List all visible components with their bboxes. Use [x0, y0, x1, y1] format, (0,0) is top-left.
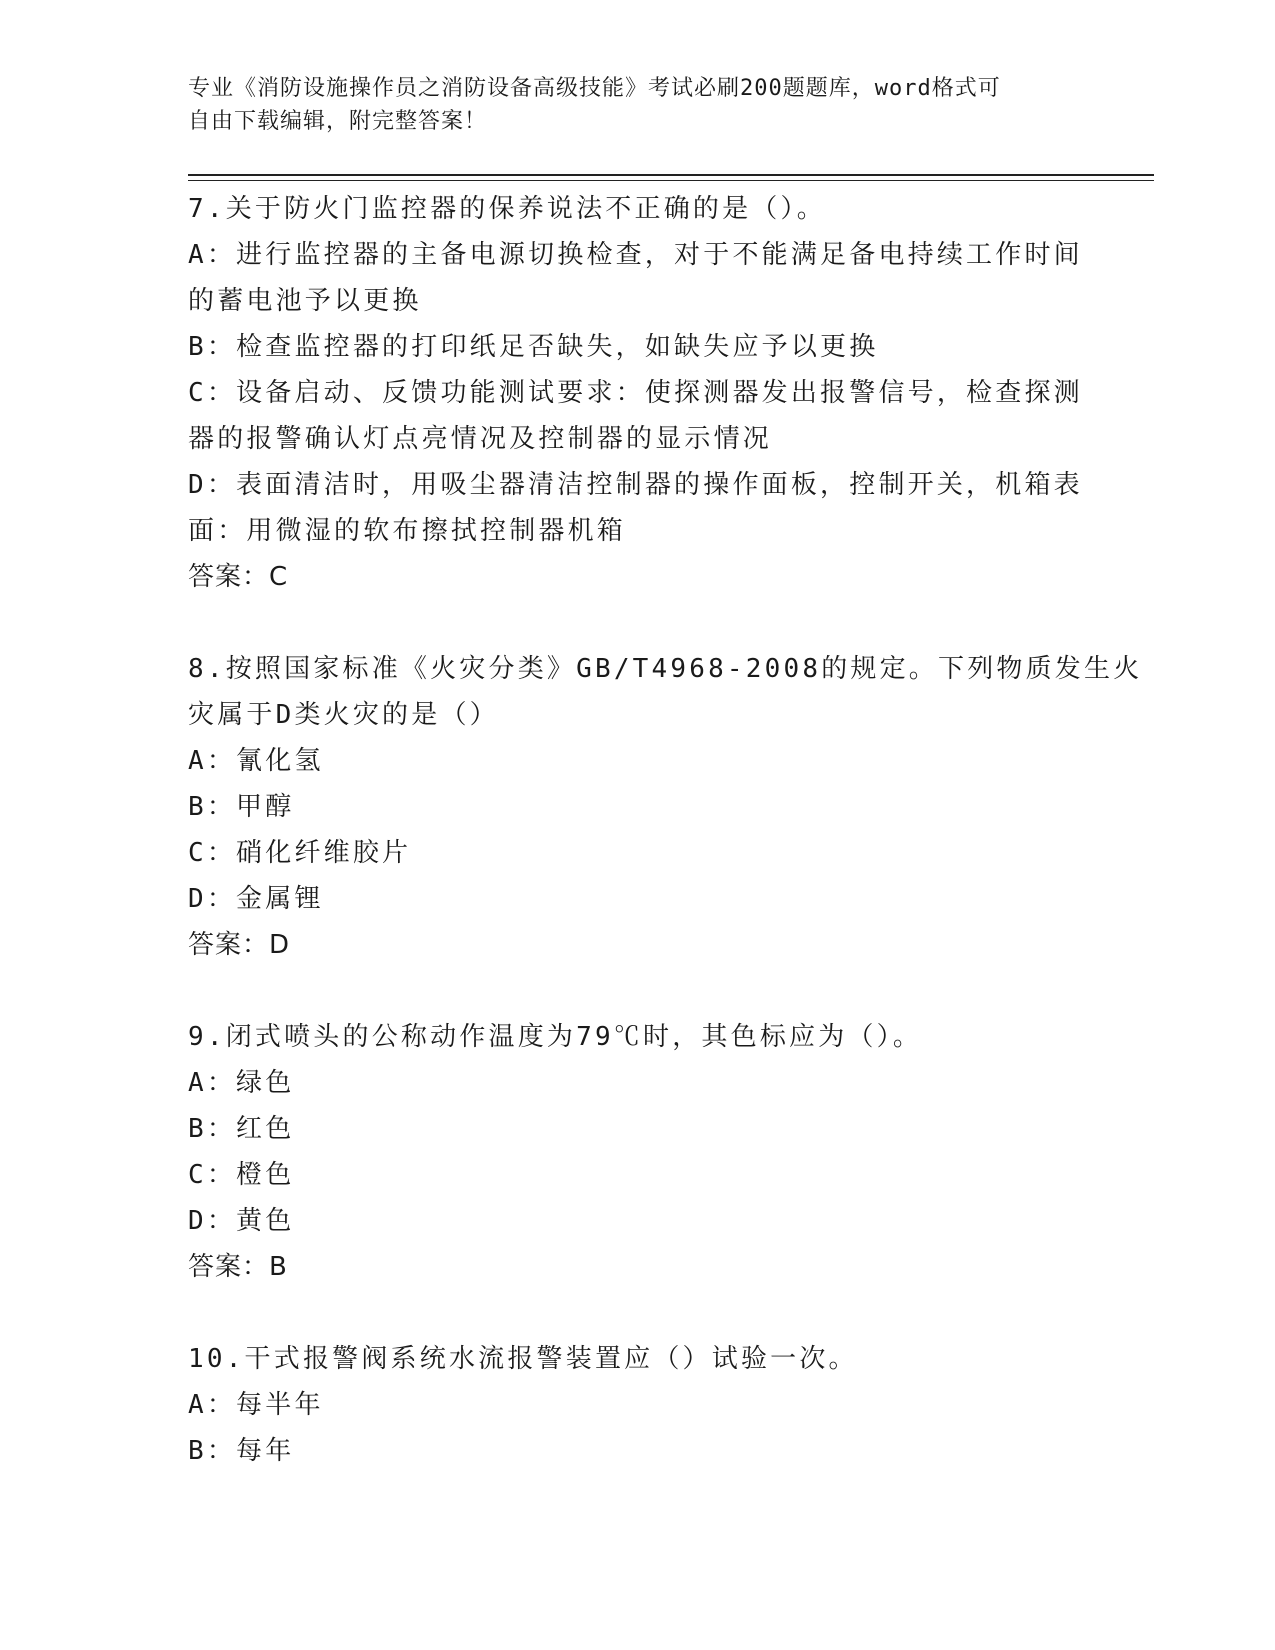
option-a: A：进行监控器的主备电源切换检查，对于不能满足备电持续工作时间: [188, 240, 1083, 270]
question-stem: 7.关于防火门监控器的保养说法不正确的是（）。: [188, 194, 826, 224]
option-d: D：金属锂: [188, 884, 324, 914]
header-divider-thin: [188, 180, 1154, 181]
option-a: A：绿色: [188, 1068, 295, 1098]
option-c-continued: 器的报警确认灯点亮情况及控制器的显示情况: [188, 424, 773, 454]
question-stem: 8.按照国家标准《火灾分类》GB/T4968-2008的规定。下列物质发生火: [188, 654, 1143, 684]
question-9: [188, 1014, 1088, 1290]
option-a: A：每半年: [188, 1390, 324, 1420]
question-list: [188, 186, 1143, 1474]
option-d: D：表面清洁时，用吸尘器清洁控制器的操作面板，控制开关，机箱表: [188, 470, 1083, 500]
option-d: D：黄色: [188, 1206, 295, 1236]
option-a-continued: 的蓄电池予以更换: [188, 286, 422, 316]
option-c: C：硝化纤维胶片: [188, 838, 412, 868]
question-stem-continued: 灾属于D类火灾的是（）: [188, 700, 499, 730]
option-c: C：橙色: [188, 1160, 295, 1190]
header-line: 自由下载编辑，附完整答案！: [188, 109, 488, 134]
answer-label: 答案：B: [188, 1252, 288, 1282]
question-8: [188, 646, 1143, 968]
question-stem: 10.干式报警阀系统水流报警装置应（）试验一次。: [188, 1344, 858, 1374]
question-stem: 9.闭式喷头的公称动作温度为79℃时，其色标应为（）。: [188, 1022, 923, 1052]
option-c: C：设备启动、反馈功能测试要求：使探测器发出报警信号，检查探测: [188, 378, 1083, 408]
answer-label: 答案：D: [188, 930, 291, 960]
header-divider: [188, 174, 1154, 176]
option-b: B：每年: [188, 1436, 295, 1466]
option-b: B：甲醇: [188, 792, 295, 822]
option-a: A：氰化氢: [188, 746, 324, 776]
option-d-continued: 面：用微湿的软布擦拭控制器机箱: [188, 516, 627, 546]
option-b: B：检查监控器的打印纸足否缺失，如缺失应予以更换: [188, 332, 879, 362]
document-header: [188, 72, 1088, 138]
answer-label: 答案：C: [188, 562, 289, 592]
question-7: [188, 186, 1088, 600]
header-line: 专业《消防设施操作员之消防设备高级技能》考试必刷200题题库，word格式可: [188, 76, 1001, 101]
option-b: B：红色: [188, 1114, 295, 1144]
question-10: [188, 1336, 1088, 1474]
